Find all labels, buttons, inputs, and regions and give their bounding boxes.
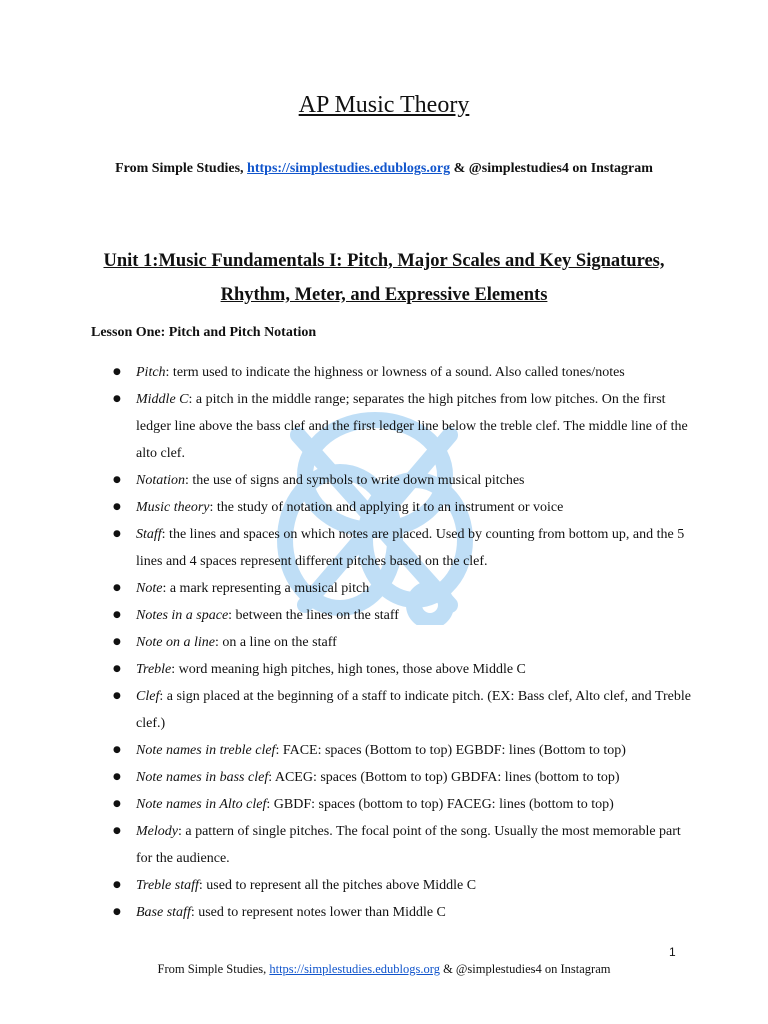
definition-term: Notes in a space: [136, 608, 229, 623]
definition-text: : on a line on the staff: [214, 635, 337, 650]
document-title: AP Music Theory: [298, 92, 470, 118]
definition-item: [0, 629, 696, 656]
definition-text: : used to represent notes lower than Middle C: [190, 905, 446, 920]
source-line: [0, 150, 768, 188]
definition-item: [0, 602, 696, 629]
definition-term: Treble: [136, 662, 172, 677]
footer-link[interactable]: https://simplestudies.edublogs.org: [269, 962, 440, 976]
definition-item: [0, 791, 696, 818]
lesson-title: Lesson One: Pitch and Pitch Notation: [91, 325, 317, 340]
definition-item: [0, 359, 696, 386]
definition-item: [0, 467, 696, 494]
definition-term: Note names in bass clef: [136, 770, 269, 785]
footer-prefix: From Simple Studies,: [157, 962, 270, 976]
definition-text: : the study of notation and applying it to an instrument or voice: [209, 500, 564, 515]
definition-term: Clef: [136, 689, 160, 704]
definition-text: : the use of signs and symbols to write down musical pitches: [185, 473, 525, 488]
definition-term: Treble staff: [136, 878, 199, 893]
definition-term: Note: [136, 581, 163, 596]
definition-term: Notation: [136, 473, 186, 488]
definition-text: : a pitch in the middle range; separates the high pitches from low pitches. On the first ledger line above the bass clef and the first ledger line below the treble clef. The middle line of the alto clef.: [136, 392, 688, 461]
source-prefix: From Simple Studies,: [115, 161, 248, 176]
definition-text: : ACEG: spaces (Bottom to top) GBDFA: lines (bottom to top): [268, 770, 620, 785]
definition-text: : a sign placed at the beginning of a staff to indicate pitch. (EX: Bass clef, Alto clef, and Treble clef.): [136, 689, 691, 731]
definition-text: : between the lines on the staff: [228, 608, 399, 623]
definition-term: Staff: [136, 527, 162, 542]
definition-term: Note on a line: [136, 635, 215, 650]
definition-term: Pitch: [136, 365, 166, 380]
footer-suffix: & @simplestudies4 on Instagram: [439, 962, 611, 976]
definition-item: [0, 386, 696, 467]
definition-text: : word meaning high pitches, high tones, those above Middle C: [171, 662, 526, 677]
definition-term: Music theory: [136, 500, 210, 515]
definition-text: : the lines and spaces on which notes are placed. Used by counting from bottom up, and the 5 lines and 4 spaces represent different pitches based on the clef.: [136, 527, 685, 569]
definition-item: [0, 656, 696, 683]
page-footer: [0, 962, 768, 977]
page-number: 1: [669, 945, 676, 959]
definitions-list: [0, 359, 768, 926]
definition-text: : FACE: spaces (Bottom to top) EGBDF: lines (Bottom to top): [275, 743, 626, 758]
definition-text: : a pattern of single pitches. The focal point of the song. Usually the most memorable part for the audience.: [136, 824, 681, 866]
source-link[interactable]: https://simplestudies.edublogs.org: [247, 161, 451, 176]
definition-item: [0, 521, 696, 575]
definition-text: : a mark representing a musical pitch: [162, 581, 370, 596]
definition-text: : GBDF: spaces (bottom to top) FACEG: lines (bottom to top): [266, 797, 614, 812]
definition-term: Note names in treble clef: [136, 743, 276, 758]
definition-term: Note names in Alto clef: [136, 797, 267, 812]
source-suffix: & @simplestudies4 on Instagram: [450, 161, 653, 176]
definition-item: [0, 764, 696, 791]
unit-title: Unit 1:Music Fundamentals I: Pitch, Major Scales and Key Signatures, Rhythm, Meter, and Expressive Elements: [103, 251, 665, 305]
definition-term: Base staff: [136, 905, 191, 920]
definition-item: [0, 494, 696, 521]
definition-item: [0, 683, 696, 737]
definition-term: Melody: [136, 824, 178, 839]
definition-item: [0, 575, 696, 602]
definition-text: : used to represent all the pitches above Middle C: [198, 878, 477, 893]
definition-item: [0, 737, 696, 764]
definition-item: [0, 899, 696, 926]
definition-term: Middle C: [136, 392, 189, 407]
definition-text: : term used to indicate the highness or lowness of a sound. Also called tones/notes: [165, 365, 625, 380]
definition-item: [0, 872, 696, 899]
definition-item: [0, 818, 696, 872]
